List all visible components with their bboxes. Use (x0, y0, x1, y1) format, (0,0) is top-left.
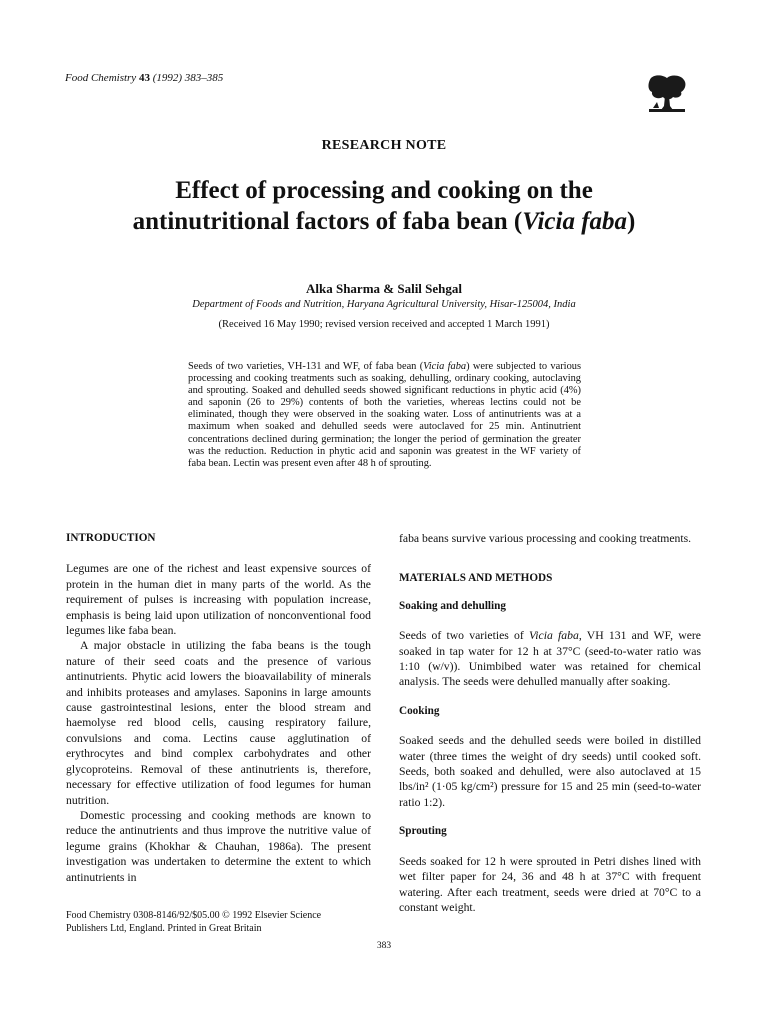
intro-paragraph-3: Domestic processing and cooking methods are known to reduce the antinutrients and thus improve the nutritive value of legume grains (Khokhar & Chauhan, 1986a). The present investigation was undertaken to determine the extent to which antinutrients in (66, 808, 371, 884)
journal-volume: 43 (138, 72, 150, 84)
abstract-part-1: Seeds of two varieties, VH-131 and WF, of faba bean ( (188, 361, 424, 372)
title-line-1: Effect of processing and cooking on the (175, 177, 593, 204)
affiliation: Department of Foods and Nutrition, Haryana Agricultural University, Hisar-125004, India (192, 299, 576, 310)
page-number: 383 (376, 941, 392, 951)
section-label: RESEARCH NOTE (321, 138, 447, 153)
methods-heading: MATERIALS AND METHODS (399, 572, 553, 585)
cooking-paragraph: Soaked seeds and the dehulled seeds were boiled in distilled water (three times the weight of dry seeds) until cooked soft. Seeds, both soaked and dehulled, were also autoclaved at 15 lbs/in² (1·05 kg/cm²) pressure for 15 and 25 min (seed-to-water ratio 1:2). (399, 734, 701, 809)
journal-name: Food Chemistry (65, 72, 137, 84)
right-column (399, 531, 701, 915)
authors: Alka Sharma & Salil Sehgal (305, 281, 463, 296)
sprouting-paragraph: Seeds soaked for 12 h were sprouted in Petri dishes lined with wet filter paper for 24, 36 and 48 h at 37°C with frequent watering. After each treatment, seeds were dried at 70°C to a constant weight. (399, 854, 701, 914)
received-dates: (Received 16 May 1990; revised version received and accepted 1 March 1991) (218, 319, 550, 330)
abstract-species-name: Vicia faba (423, 361, 467, 372)
soaking-text-pre: Seeds of two varieties of (399, 629, 530, 643)
intro-continuation: faba beans survive various processing and cooking treatments. (399, 532, 692, 545)
sprouting-subheading: Sprouting (399, 825, 447, 838)
intro-paragraph-1: Legumes are one of the richest and least expensive sources of protein in the human diet in many parts of the world. As the requirement of pulses is increasing with population increase, emphasis is being laid upon utilization of nonconventional food legumes like faba bean. (66, 562, 371, 638)
soaking-paragraph (399, 628, 701, 690)
elsevier-tree-logo-icon (647, 72, 687, 116)
soaking-subheading: Soaking and dehulling (399, 599, 506, 612)
title-line-2-prefix: antinutritional factors of faba bean ( (132, 208, 523, 235)
abstract-part-2: ) were subjected to various processing and cooking treatments such as soaking, dehulling, ordinary cooking, autoclaving and sprouting. Soaked and dehulled seeds showed significant reductions in phytic acid (4%) and saponin (26 to 29%) contents of both the varieties, whereas lectins could not be eliminated, though they were observed in the soaking water. Loss of antinutrients was at a maximum when soaked and dehulled seeds were autoclaved for 25 min. Antinutrient concentrations declined during germination; the longer the period of germination the greater was the reduction. Reduction in phytic acid and saponin was greatest in the WF variety of faba bean. Lectin was present even after 48 h of sprouting. (188, 361, 581, 469)
journal-reference (65, 72, 223, 84)
intro-paragraph-2: A major obstacle in utilizing the faba beans is the tough nature of their seed coats and the presence of various antinutrients. Phytic acid lowers the bioavailability of minerals and inhibits proteases and amylases. Saponins in large amounts cause gastrointestinal lesions, enter the blood stream and haemolyse red blood cells, causing respiratory failure, convulsions and coma. Lectins cause agglutination of erythrocytes and bind complex carbohydrates and other glycoproteins. Removal of these antinutrients is, therefore, necessary for effective utilization of food legumes for human nutrition. (66, 639, 371, 807)
journal-year-pages: (1992) 383–385 (152, 72, 224, 84)
paper-title (40, 175, 728, 237)
copyright-line-1: Food Chemistry 0308-8146/92/$05.00 © 1992 Elsevier Science (66, 910, 322, 921)
soaking-species-name: Vicia faba (529, 629, 579, 643)
soaking-text-post: , VH 131 and WF, were soaked in tap water for 12 h at 37°C (seed-to-water ratio was 1:10 (w/v)). Unimbibed water was retained for chemical analysis. The seeds were dehulled manually after soaking. (399, 629, 701, 689)
title-species-name: Vicia faba (522, 208, 628, 235)
copyright-line-2: Publishers Ltd, England. Printed in Great Britain (66, 923, 262, 934)
copyright-footer (66, 909, 371, 935)
introduction-heading: INTRODUCTION (66, 532, 156, 544)
cooking-subheading: Cooking (399, 704, 440, 717)
left-column (66, 531, 371, 885)
title-line-2 (40, 206, 728, 237)
abstract (188, 361, 581, 470)
title-line-2-suffix: ) (627, 208, 636, 235)
